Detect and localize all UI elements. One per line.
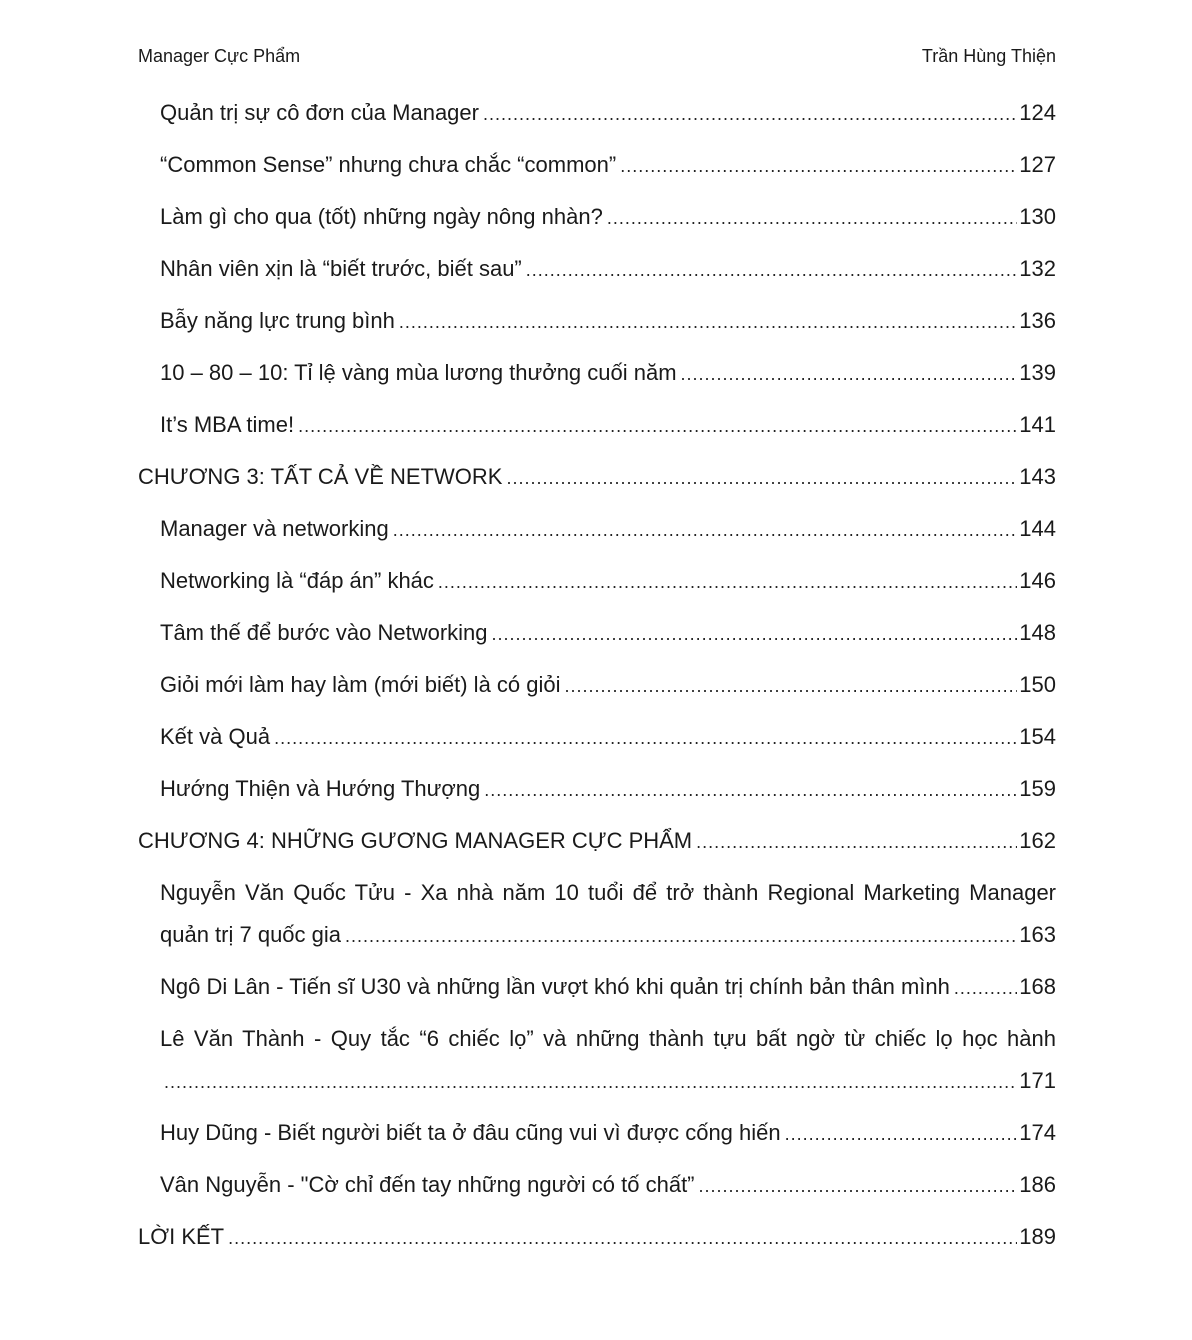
toc-entry-page-number: 139 xyxy=(1019,360,1056,385)
toc-entry-page-number: 168 xyxy=(1019,974,1056,999)
toc-section-entry[interactable] xyxy=(138,508,1056,550)
dot-leader xyxy=(696,821,1017,863)
toc-entry-title: Kết và Quả xyxy=(160,724,271,749)
toc-entry-title: Ngô Di Lân - Tiến sĩ U30 và những lần vượt khó khi quản trị chính bản thân mình xyxy=(160,974,950,999)
toc-entry-title: Huy Dũng - Biết người biết ta ở đâu cũng vui vì được cống hiến xyxy=(160,1120,781,1145)
toc-entry-page-number: 150 xyxy=(1019,672,1056,697)
toc-entry-title-line1: Lê Văn Thành - Quy tắc “6 chiếc lọ” và những thành tựu bất ngờ từ chiếc lọ học hành xyxy=(160,1026,1056,1051)
toc-entry-title: LỜI KẾT xyxy=(138,1224,225,1249)
dot-leader xyxy=(620,145,1017,187)
toc-chapter-entry[interactable] xyxy=(138,820,1056,862)
dot-leader xyxy=(699,1165,1018,1207)
toc-section-entry[interactable] xyxy=(138,248,1056,290)
toc-entry-title: Làm gì cho qua (tốt) những ngày nông nhàn? xyxy=(160,204,603,229)
toc-entry-title: quản trị 7 quốc gia xyxy=(160,922,342,947)
book-page xyxy=(138,0,1056,1340)
toc-entry-page-number: 146 xyxy=(1019,568,1056,593)
dot-leader xyxy=(484,769,1017,811)
toc-entry-page-number: 171 xyxy=(1019,1068,1056,1093)
toc-entry-title: Quản trị sự cô đơn của Manager xyxy=(160,100,479,125)
toc-entry-page-number: 132 xyxy=(1019,256,1056,281)
toc-section-entry[interactable] xyxy=(138,1018,1056,1102)
dot-leader xyxy=(492,613,1018,655)
toc-section-entry[interactable] xyxy=(138,144,1056,186)
toc-entry-title: Bẫy năng lực trung bình xyxy=(160,308,395,333)
dot-leader xyxy=(164,1061,1017,1103)
toc-section-entry[interactable] xyxy=(138,872,1056,956)
dot-leader xyxy=(681,353,1018,395)
toc-entry-title: Giỏi mới làm hay làm (mới biết) là có giỏi xyxy=(160,672,561,697)
toc-entry-title-line1: Nguyễn Văn Quốc Tửu - Xa nhà năm 10 tuổi để trở thành Regional Marketing Manager xyxy=(160,880,1056,905)
toc-section-entry[interactable] xyxy=(138,664,1056,706)
toc-entry-title: 10 – 80 – 10: Tỉ lệ vàng mùa lương thưởng cuối năm xyxy=(160,360,677,385)
toc-entry-title: Vân Nguyễn - "Cờ chỉ đến tay những người có tố chất” xyxy=(160,1172,695,1197)
toc-entry-title: Manager và networking xyxy=(160,516,389,541)
toc-entry-page-number: 144 xyxy=(1019,516,1056,541)
toc-entry-page-number: 124 xyxy=(1019,100,1056,125)
toc-section-entry[interactable] xyxy=(138,1164,1056,1206)
dot-leader xyxy=(483,93,1017,135)
toc-entry-page-number: 162 xyxy=(1019,828,1056,853)
dot-leader xyxy=(607,197,1017,239)
toc-entry-page-number: 127 xyxy=(1019,152,1056,177)
dot-leader xyxy=(345,915,1017,957)
author-name: Trần Hùng Thiện xyxy=(921,46,1056,66)
toc-entry-page-number: 130 xyxy=(1019,204,1056,229)
toc-chapter-entry[interactable] xyxy=(138,456,1056,498)
toc-entry-page-number: 136 xyxy=(1019,308,1056,333)
dot-leader xyxy=(399,301,1017,343)
running-header xyxy=(138,46,1056,70)
book-title: Manager Cực Phẩm xyxy=(138,46,301,66)
toc-section-entry[interactable] xyxy=(138,196,1056,238)
toc-entry-title: Hướng Thiện và Hướng Thượng xyxy=(160,776,481,801)
dot-leader xyxy=(228,1217,1017,1259)
dot-leader xyxy=(785,1113,1018,1155)
toc-entry-page-number: 159 xyxy=(1019,776,1056,801)
toc-section-entry[interactable] xyxy=(138,768,1056,810)
dot-leader xyxy=(393,509,1018,551)
toc-chapter-entry[interactable] xyxy=(138,1216,1056,1258)
toc-entry-page-number: 148 xyxy=(1019,620,1056,645)
toc-entry-title: CHƯƠNG 3: TẤT CẢ VỀ NETWORK xyxy=(138,464,503,489)
dot-leader xyxy=(954,967,1017,1009)
toc-entry-page-number: 186 xyxy=(1019,1172,1056,1197)
toc-section-entry[interactable] xyxy=(138,612,1056,654)
dot-leader xyxy=(565,665,1018,707)
dot-leader xyxy=(298,405,1017,447)
toc-entry-page-number: 154 xyxy=(1019,724,1056,749)
toc-entry-title: It’s MBA time! xyxy=(160,412,295,437)
toc-section-entry[interactable] xyxy=(138,352,1056,394)
dot-leader xyxy=(274,717,1017,759)
toc-entry-page-number: 174 xyxy=(1019,1120,1056,1145)
toc-section-entry[interactable] xyxy=(138,560,1056,602)
toc-section-entry[interactable] xyxy=(138,716,1056,758)
toc-entry-title: CHƯƠNG 4: NHỮNG GƯƠNG MANAGER CỰC PHẨM xyxy=(138,828,693,853)
toc-section-entry[interactable] xyxy=(138,92,1056,134)
toc-entry-page-number: 163 xyxy=(1019,922,1056,947)
toc-entry-title: “Common Sense” nhưng chưa chắc “common” xyxy=(160,152,617,177)
toc-entry-page-number: 189 xyxy=(1019,1224,1056,1249)
toc-entry-title: Nhân viên xịn là “biết trước, biết sau” xyxy=(160,256,522,281)
toc-section-entry[interactable] xyxy=(138,1112,1056,1154)
dot-leader xyxy=(438,561,1017,603)
toc-section-entry[interactable] xyxy=(138,300,1056,342)
toc-entry-title: Tâm thế để bước vào Networking xyxy=(160,620,488,645)
table-of-contents xyxy=(138,92,1056,1268)
dot-leader xyxy=(526,249,1018,291)
toc-entry-title: Networking là “đáp án” khác xyxy=(160,568,434,593)
toc-section-entry[interactable] xyxy=(138,966,1056,1008)
toc-section-entry[interactable] xyxy=(138,404,1056,446)
toc-entry-page-number: 143 xyxy=(1019,464,1056,489)
toc-entry-page-number: 141 xyxy=(1019,412,1056,437)
dot-leader xyxy=(506,457,1017,499)
